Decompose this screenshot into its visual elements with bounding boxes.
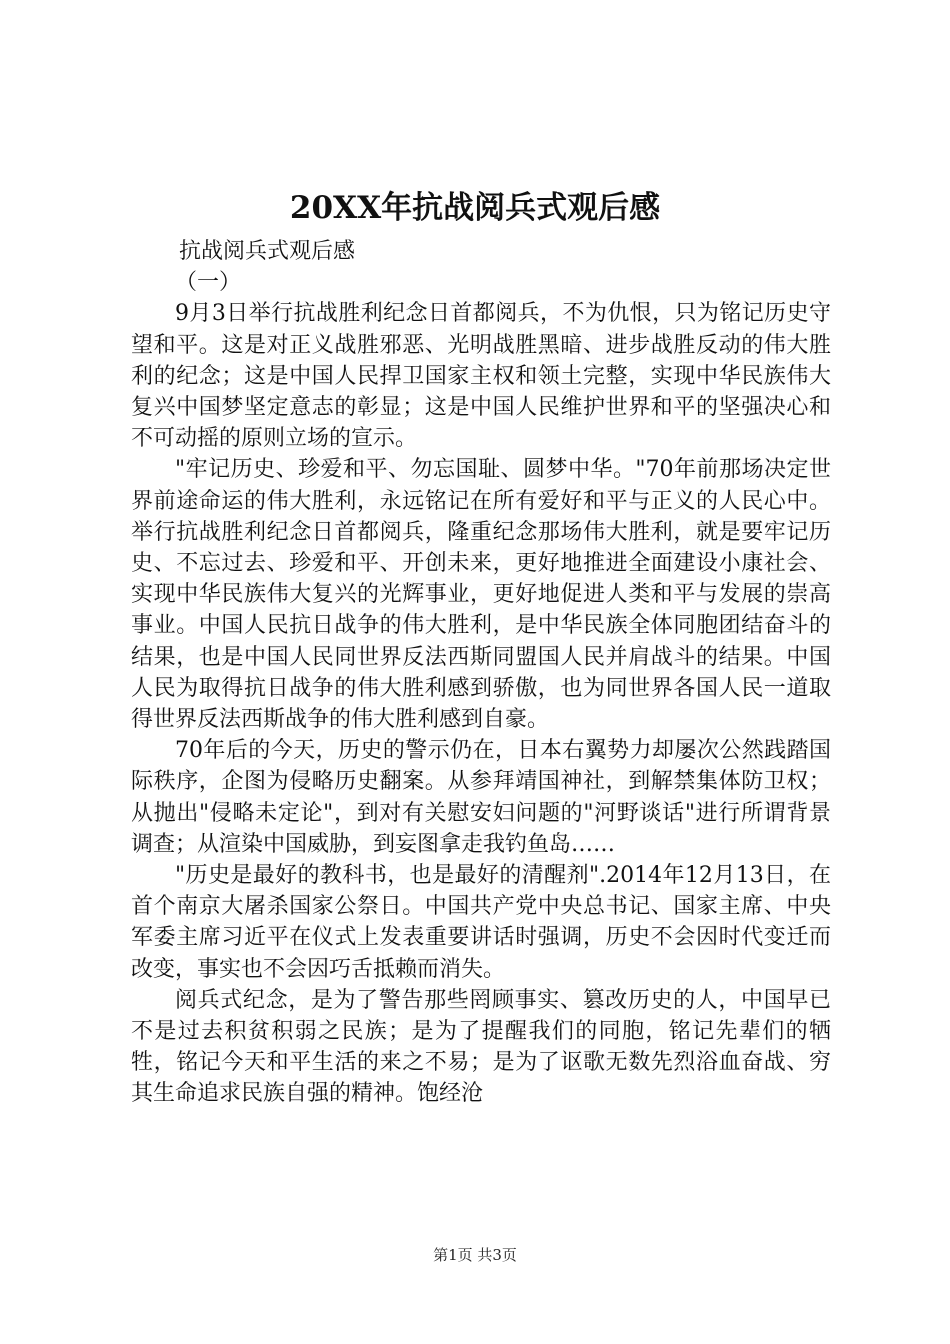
document-subtitle: 抗战阅兵式观后感 xyxy=(179,239,356,264)
paragraph-1: 9月3日举行抗战胜利纪念日首都阅兵，不为仇恨，只为铭记历史守望和平。这是对正义战胜邪恶、光明战胜黑暗、进步战胜反动的伟大胜利的纪念；这是中国人民捍卫国家主权和领土完整，实现中华民族伟大复兴中国梦坚定意志的彰显；这是中国人民维护世界和平的坚强决心和不可动摇的原则立场的宣示。 xyxy=(131,301,831,452)
paragraph-3: 70年后的今天，历史的警示仍在，日本右翼势力却屡次公然践踏国际秩序，企图为侵略历史翻案。从参拜靖国神社，到解禁集体防卫权；从抛出"侵略未定论"，到对有关慰安妇问题的"河野谈话"进行所谓背景调查；从渲染中国威胁，到妄图拿走我钓鱼岛…… xyxy=(131,738,831,857)
paragraph-2: "牢记历史、珍爱和平、勿忘国耻、圆梦中华。"70年前那场决定世界前途命运的伟大胜利，永远铭记在所有爱好和平与正义的人民心中。举行抗战胜利纪念日首都阅兵，隆重纪念那场伟大胜利，就是要牢记历史、不忘过去、珍爱和平、开创未来，更好地推进全面建设小康社会、实现中华民族伟大复兴的光辉事业，更好地促进人类和平与发展的崇高事业。中国人民抗日战争的伟大胜利，是中华民族全体同胞团结奋斗的结果，也是中国人民同世界反法西斯同盟国人民并肩战斗的结果。中国人民为取得抗日战争的伟大胜利感到骄傲，也为同世界各国人民一道取得世界反法西斯战争的伟大胜利感到自豪。 xyxy=(131,457,831,733)
page-title: 20XX年抗战阅兵式观后感 xyxy=(289,190,661,226)
paragraph-5: 阅兵式纪念，是为了警告那些罔顾事实、篡改历史的人，中国早已不是过去积贫积弱之民族；是为了提醒我们的同胞，铭记先辈们的牺牲，铭记今天和平生活的来之不易；是为了讴歌无数先烈浴血奋战、穷其生命追求民族自强的精神。饱经沧 xyxy=(131,987,831,1107)
section-number: （一） xyxy=(175,270,242,296)
page-footer: 第1页 共3页 xyxy=(433,1246,517,1264)
document-body xyxy=(131,236,831,1110)
paragraph-4: "历史是最好的教科书，也是最好的清醒剂".2014年12月13日，在首个南京大屠杀国家公祭日。中国共产党中央总书记、国家主席、中央军委主席习近平在仪式上发表重要讲话时强调，历史不会因时代变迁而改变，事实也不会因巧舌抵赖而消失。 xyxy=(131,863,831,982)
